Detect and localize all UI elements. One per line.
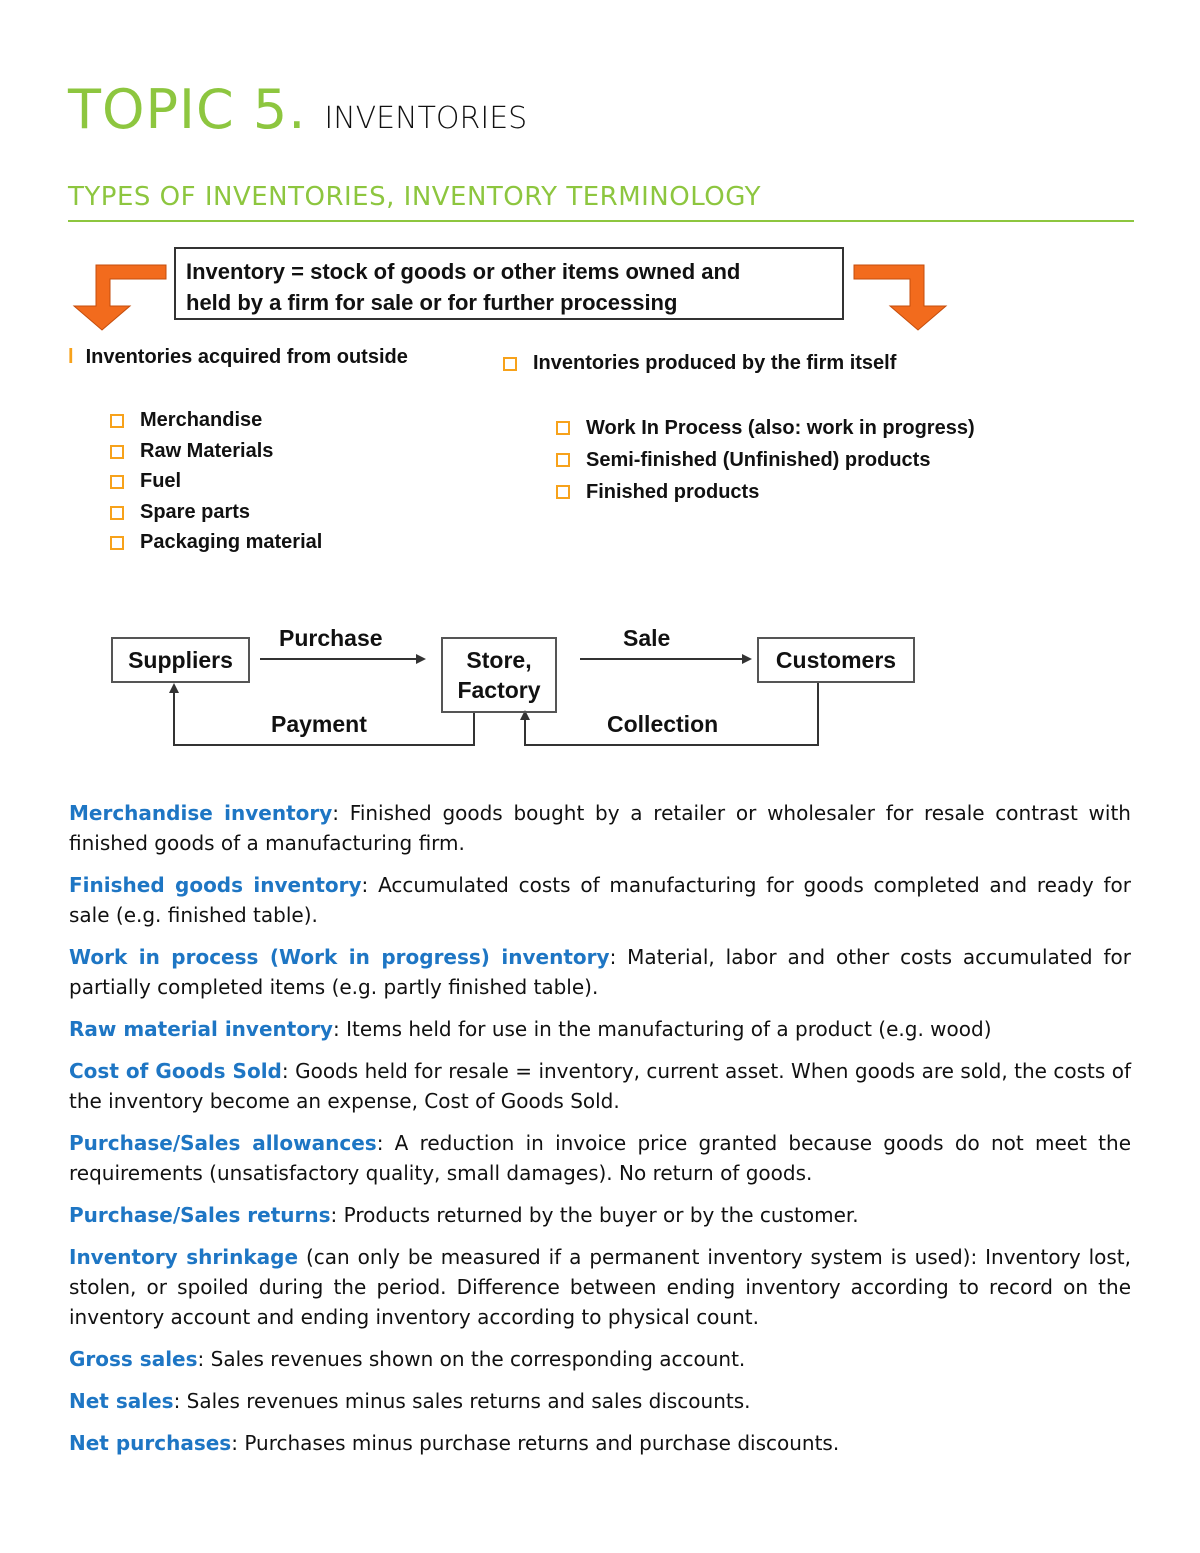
- customers-node: Customers: [757, 637, 915, 683]
- outside-heading: l Inventories acquired from outside: [68, 346, 408, 368]
- purchase-label: Purchase: [279, 625, 383, 651]
- list-item: Work In Process (also: work in progress): [556, 414, 996, 442]
- definition-line-1: Inventory = stock of goods or other items owned and: [186, 259, 741, 284]
- collection-label: Collection: [607, 711, 719, 737]
- list-item: Fuel: [110, 466, 322, 497]
- term-cost-of-goods-sold: Cost of Goods Sold: Goods held for resale = inventory, current asset. When goods are sold, the costs of the inventory become an expense, Cost of Goods Sold.: [69, 1059, 1131, 1113]
- term-raw-material-inventory: Raw material inventory: Items held for use in the manufacturing of a product (e.g. wood): [69, 1017, 992, 1041]
- term-net-purchases: Net purchases: Purchases minus purchase returns and purchase discounts.: [69, 1431, 840, 1455]
- list-item: Packaging material: [110, 527, 322, 558]
- topic-number: TOPIC 5.: [68, 78, 307, 141]
- definition-line-2: held by a firm for sale or for further processing: [186, 290, 678, 315]
- list-item: Finished products: [556, 478, 996, 506]
- produced-heading: Inventories produced by the firm itself: [503, 348, 896, 379]
- list-item: Raw Materials: [110, 436, 322, 467]
- bullet-mark-icon: l: [68, 346, 74, 368]
- payment-label: Payment: [271, 711, 367, 737]
- sale-label: Sale: [623, 625, 671, 651]
- terminology-list: [69, 798, 1131, 1470]
- term-inventory-shrinkage: Inventory shrinkage (can only be measured if a permanent inventory system is used): Inventory lost, stolen, or spoiled during the period. Difference between ending inventory according to record on the inventory account and ending inventory according to physical count.: [69, 1245, 1132, 1329]
- term-net-sales: Net sales: Sales revenues minus sales returns and sales discounts.: [69, 1389, 751, 1413]
- list-item: Spare parts: [110, 497, 322, 528]
- term-work-in-process-inventory: Work in process (Work in progress) inventory: Material, labor and other costs accumulated for partially completed items (e.g. partly finished table).: [69, 945, 1131, 999]
- list-item: Merchandise: [110, 405, 322, 436]
- topic-title: INVENTORIES: [324, 101, 528, 136]
- store-factory-node: Store, Factory: [441, 637, 557, 713]
- list-item: Semi-finished (Unfinished) products: [556, 446, 996, 474]
- term-purchase-sales-allowances: Purchase/Sales allowances: A reduction in invoice price granted because goods do not meet the requirements (unsatisfactory quality, small damages). No return of goods.: [69, 1131, 1131, 1185]
- term-gross-sales: Gross sales: Sales revenues shown on the corresponding account.: [69, 1347, 746, 1371]
- suppliers-node: Suppliers: [111, 637, 250, 683]
- term-purchase-sales-returns: Purchase/Sales returns: Products returned by the buyer or by the customer.: [69, 1203, 859, 1227]
- term-finished-goods-inventory: Finished goods inventory: Accumulated costs of manufacturing for goods completed and ready for sale (e.g. finished table).: [69, 873, 1131, 927]
- term-merchandise-inventory: Merchandise inventory: Finished goods bought by a retailer or wholesaler for resale contrast with finished goods of a manufacturing firm.: [69, 801, 1131, 855]
- section-heading: TYPES OF INVENTORIES, INVENTORY TERMINOLOGY: [68, 182, 761, 212]
